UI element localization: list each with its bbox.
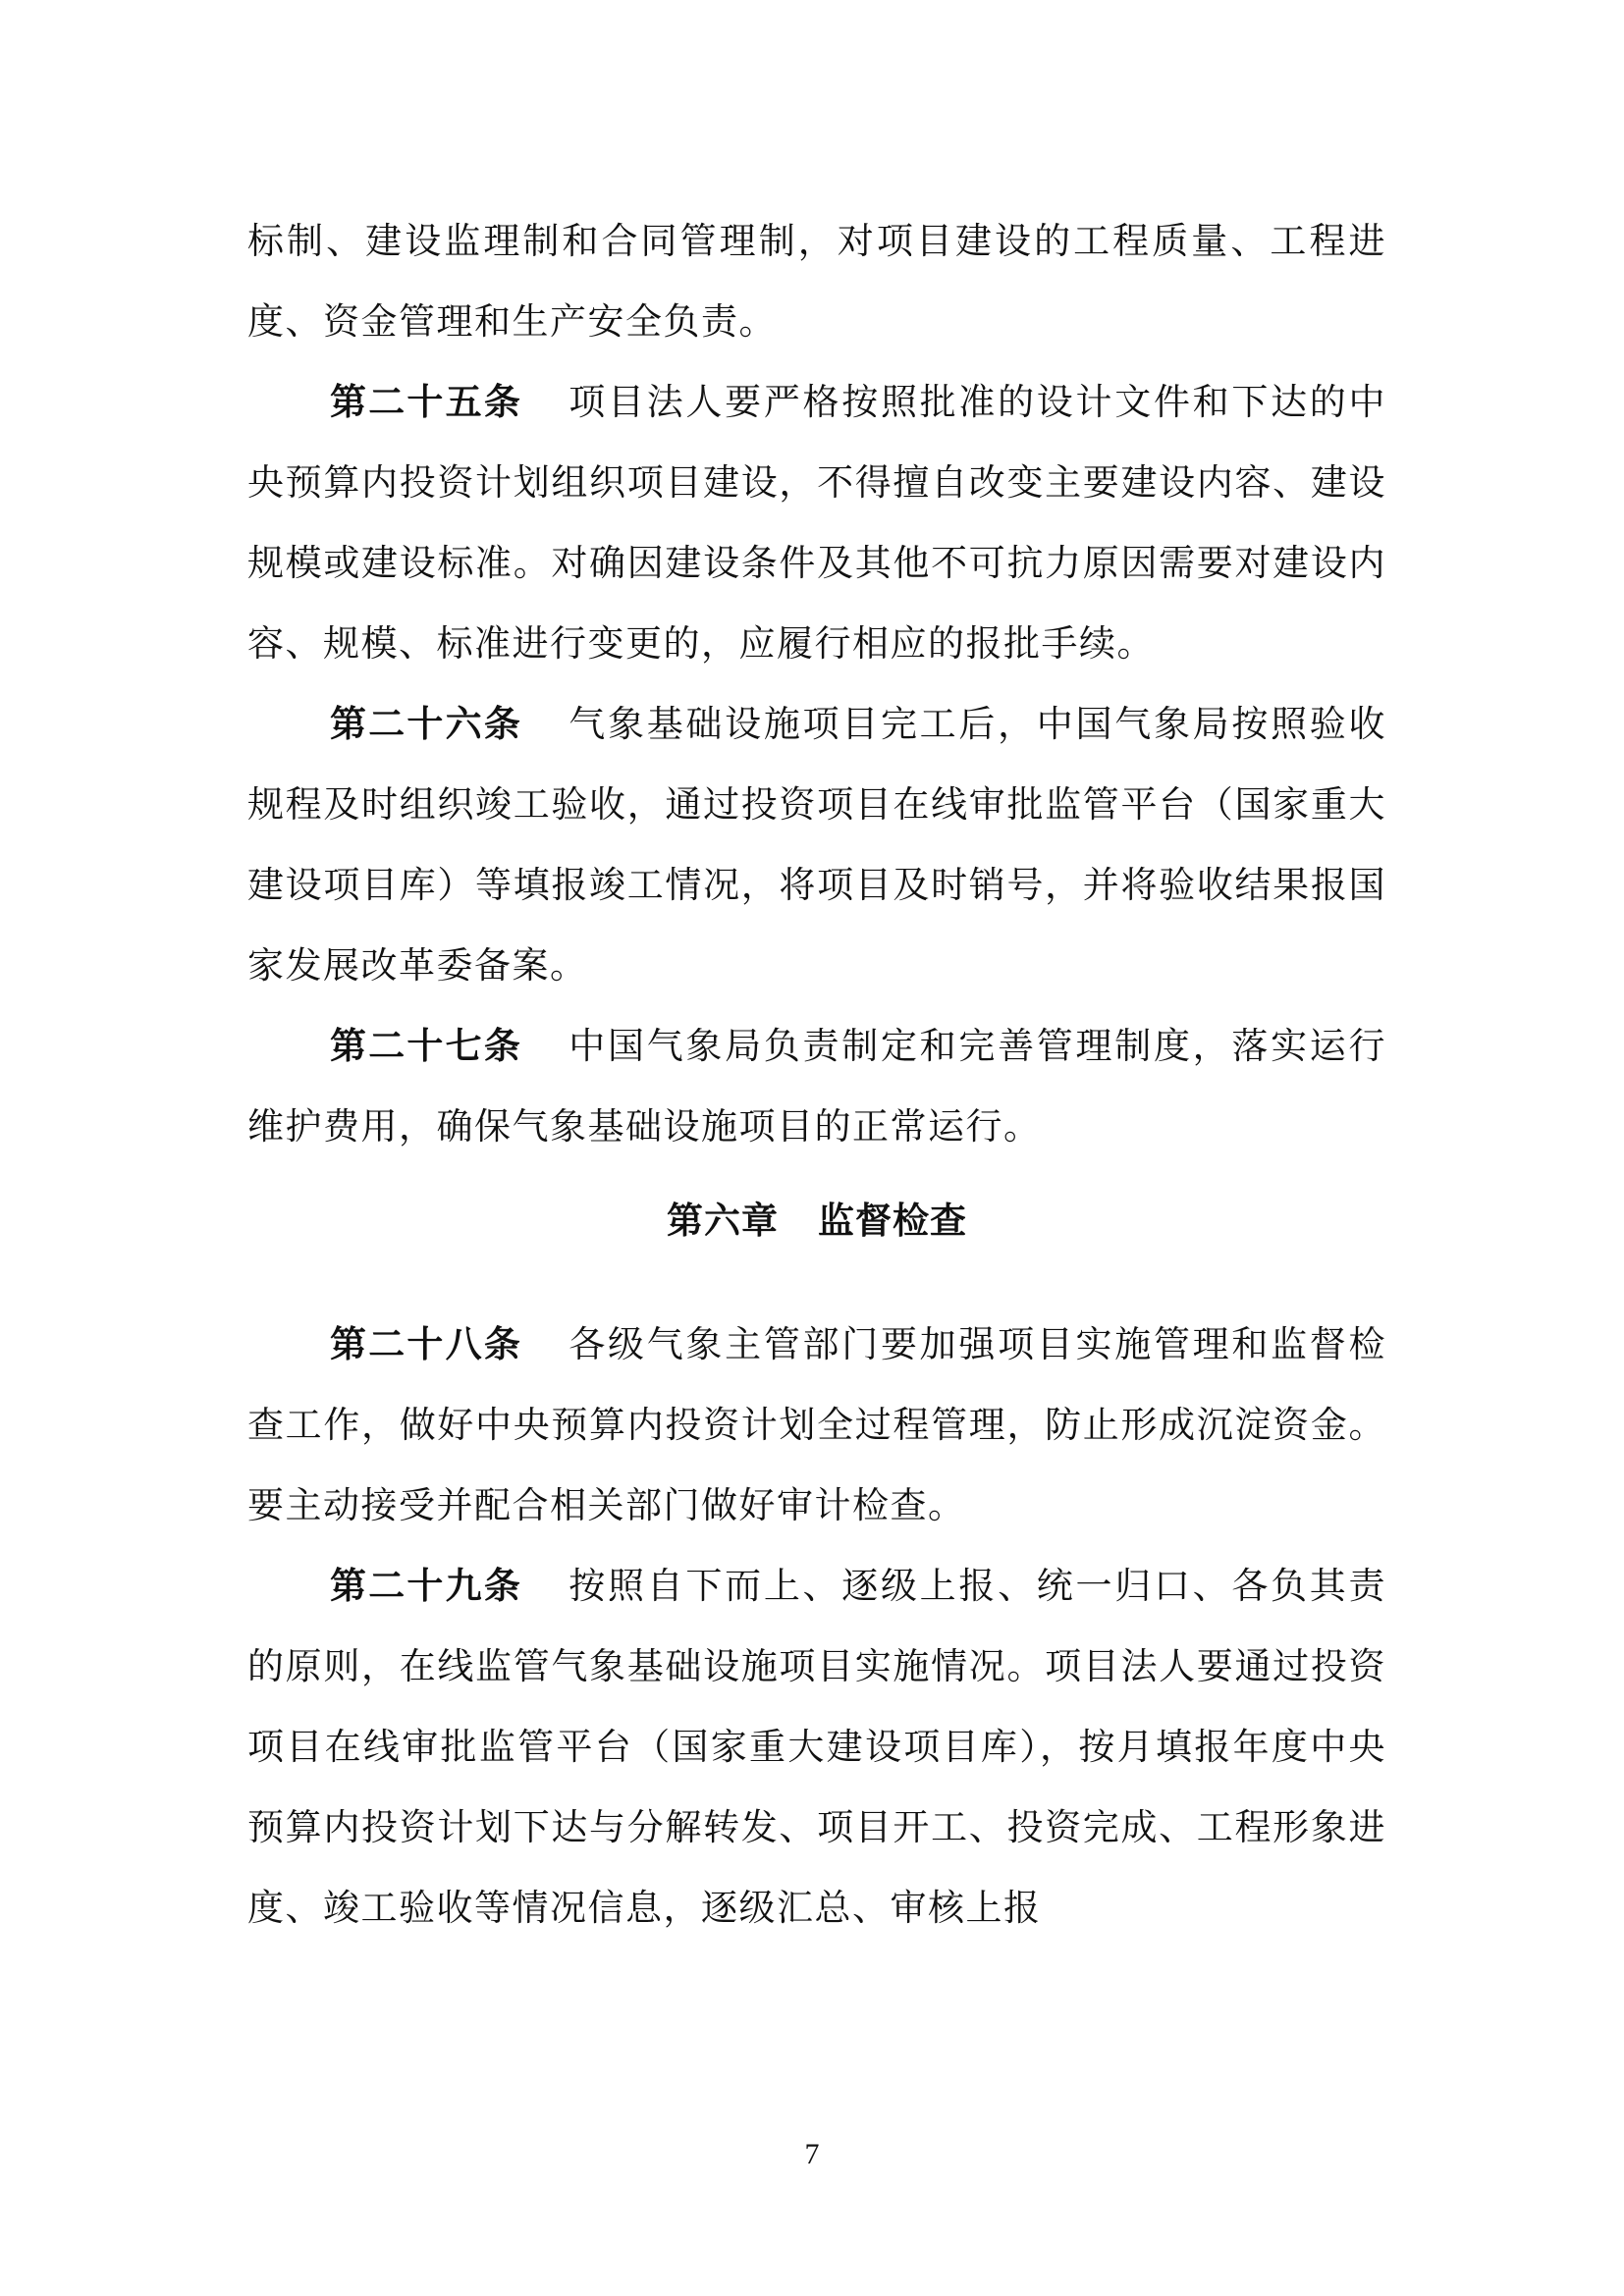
article-26 [247, 684, 1386, 1006]
article-number: 第二十六条 [330, 703, 523, 745]
article-text: 气象基础设施项目完工后，中国气象局按照验收规程及时组织竣工验收，通过投资项目在线审批监管平台（国家重大建设项目库）等填报竣工情况，将项目及时销号，并将验收结果报国家发展改革委备案。 [247, 703, 1387, 987]
article-text: 各级气象主管部门要加强项目实施管理和监督检查工作，做好中央预算内投资计划全过程管理，防止形成沉淀资金。要主动接受并配合相关部门做好审计检查。 [247, 1323, 1387, 1526]
chapter-number: 第六章 [667, 1200, 779, 1242]
chapter-heading [247, 1181, 1386, 1261]
page-number: 7 [804, 2138, 820, 2170]
article-text: 中国气象局负责制定和完善管理制度，落实运行维护费用，确保气象基础设施项目的正常运行。 [247, 1025, 1387, 1148]
article-number: 第二十八条 [330, 1323, 523, 1365]
article-25 [247, 362, 1386, 684]
page-body [247, 201, 1386, 1949]
continuation-paragraph: 标制、建设监理制和合同管理制，对项目建设的工程质量、工程进度、资金管理和生产安全负责。 [247, 220, 1386, 343]
article-text: 按照自下而上、逐级上报、统一归口、各负其责的原则，在线监管气象基础设施项目实施情况。项目法人要通过投资项目在线审批监管平台（国家重大建设项目库），按月填报年度中央预算内投资计划下达与分解转发、项目开工、投资完成、工程形象进度、竣工验收等情况信息，逐级汇总、审核上报 [247, 1565, 1387, 1929]
article-29 [247, 1546, 1386, 1949]
chapter-title: 监督检查 [818, 1200, 967, 1242]
article-27 [247, 1006, 1386, 1167]
article-number: 第二十七条 [330, 1025, 523, 1067]
article-text: 项目法人要严格按照批准的设计文件和下达的中央预算内投资计划组织项目建设，不得擅自改变主要建设内容、建设规模或建设标准。对确因建设条件及其他不可抗力原因需要对建设内容、规模、标准进行变更的，应履行相应的报批手续。 [247, 381, 1387, 665]
article-number: 第二十九条 [330, 1565, 523, 1607]
article-number: 第二十五条 [330, 381, 523, 423]
article-28 [247, 1305, 1386, 1546]
